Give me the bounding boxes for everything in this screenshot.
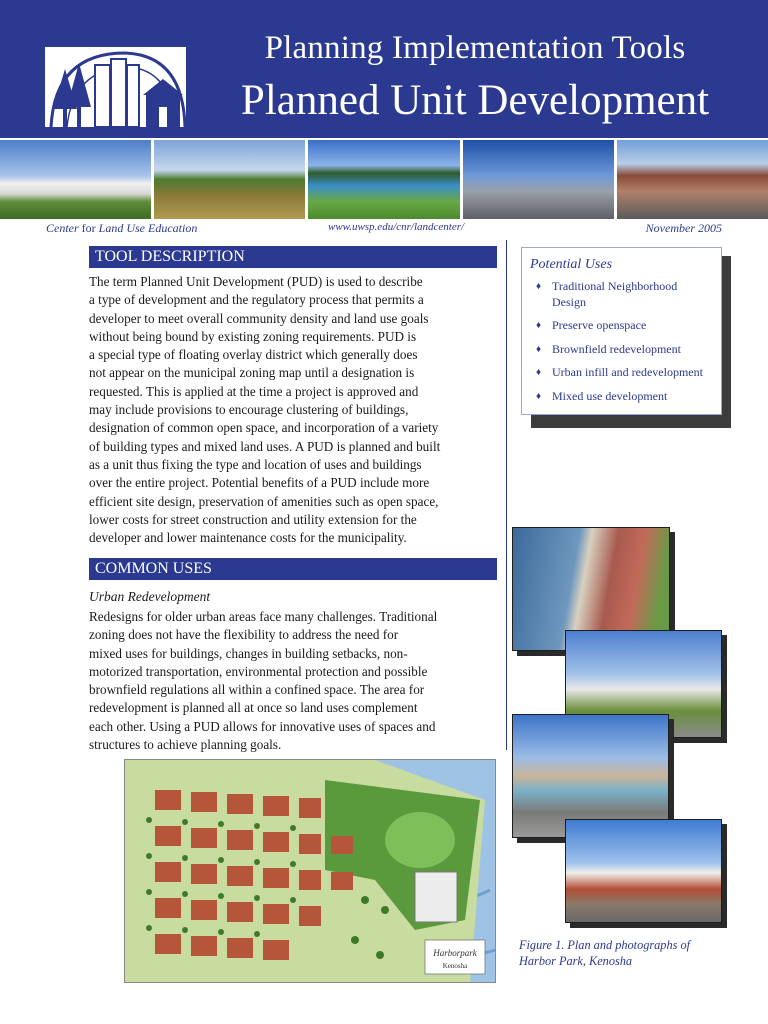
list-item-label: Urban infill and redevelopment (552, 365, 703, 379)
organization-name (46, 221, 197, 236)
text-line: developer to meet overall community density and land use goals (89, 310, 429, 326)
list-item-label: Brownfield redevelopment (552, 341, 681, 356)
header-title: Planned Unit Development (240, 77, 710, 124)
org-name-part: Land Use Education (95, 221, 198, 235)
site-plan-legend-title: Harborpark (433, 948, 477, 958)
text-line: redevelopment is planned all at once so land uses complement (89, 700, 418, 716)
urban-redevelopment-subheading: Urban Redevelopment (89, 589, 211, 604)
org-name-part: Center (46, 221, 82, 235)
diamond-bullet-icon: ♦ (536, 343, 542, 355)
column-divider (506, 240, 507, 750)
caption-line: Harbor Park, Kenosha (519, 954, 633, 968)
text-line: developer and lower maintenance costs for the municipality. (89, 530, 407, 546)
tool-description-heading: TOOL DESCRIPTION (89, 246, 497, 268)
figure-caption (519, 937, 719, 969)
text-line: not appear on the municipal zoning map until a designation is (89, 365, 415, 381)
header-subtitle: Planning Implementation Tools (264, 30, 686, 66)
text-line: Redesigns for older urban areas face many challenges. Traditional (89, 609, 438, 624)
info-row (0, 220, 768, 238)
photo-road (463, 140, 614, 219)
text-line: of building types and mixed land uses. A PUD is planned and built (89, 438, 441, 454)
text-line: each other. Using a PUD allows for innovative uses of spaces and (89, 718, 436, 734)
potential-uses-list (530, 279, 713, 404)
list-item (530, 318, 713, 334)
caption-line: Figure 1. Plan and photographs of (519, 938, 691, 952)
list-item-label: Traditional Neighborhood Design (552, 279, 678, 309)
land-use-center-logo (44, 46, 187, 128)
logo-icon (45, 47, 187, 128)
list-item (530, 389, 713, 405)
diamond-bullet-icon: ♦ (536, 320, 542, 331)
site-plan-drawing (125, 760, 496, 983)
org-name-for: for (81, 221, 96, 235)
list-item-label: Mixed use development (552, 388, 668, 403)
list-item-label: Preserve openspace (552, 318, 647, 332)
potential-uses-title: Potential Uses (530, 257, 613, 272)
text-line: over the entire project. Potential benefits of a PUD include more (89, 475, 430, 491)
text-line: zoning does not have the flexibility to address the need for (89, 627, 399, 643)
text-line: structures to achieve planning goals. (89, 737, 282, 753)
text-line: mixed uses for buildings, changes in building setbacks, non- (89, 645, 408, 661)
diamond-bullet-icon: ♦ (536, 281, 542, 292)
diamond-bullet-icon: ♦ (536, 390, 542, 402)
harbor-park-site-plan (124, 759, 496, 983)
text-line: The term Planned Unit Development (PUD) is used to describe (89, 274, 423, 289)
text-line: motorized transportation, environmental protection and possible (89, 663, 428, 679)
text-line: may include provisions to encourage clustering of buildings, (89, 402, 409, 418)
photo-river (308, 140, 459, 219)
text-line: as a unit thus fixing the type and location of uses and buildings (89, 456, 422, 472)
common-uses-heading: COMMON USES (89, 558, 497, 580)
photo-main-street (617, 140, 768, 219)
text-line: efficient site design, preservation of amenities such as open space, (89, 493, 439, 509)
header-banner (0, 0, 768, 138)
text-line: brownfield regulations all within a confined space. The area for (89, 682, 425, 698)
text-line: without being bound by existing zoning requirements. PUD is (89, 328, 417, 344)
text-line: requested. This is applied at the time a project is approved and (89, 383, 419, 399)
website-url[interactable]: www.uwsp.edu/cnr/landcenter/ (328, 221, 465, 233)
text-line: lower costs for street construction and utility extension for the (89, 511, 417, 527)
text-line: a type of development and the regulatory process that permits a (89, 292, 424, 308)
photo-barn (154, 140, 305, 219)
text-line: a special type of floating overlay district which generally does (89, 347, 418, 363)
list-item (530, 365, 713, 381)
photo-apartments (565, 819, 722, 923)
text-line: designation of common open space, and incorporation of a variety (89, 420, 439, 436)
photo-strip (0, 140, 768, 219)
common-uses-text (89, 608, 499, 754)
list-item (530, 279, 713, 310)
diamond-bullet-icon: ♦ (536, 367, 542, 378)
publication-date: November 2005 (645, 221, 722, 235)
site-plan-legend-subtitle: Kenosha (442, 962, 468, 970)
potential-uses-box (521, 247, 722, 415)
tool-description-text (89, 273, 499, 547)
photo-houses (0, 140, 151, 219)
list-item (530, 342, 713, 358)
